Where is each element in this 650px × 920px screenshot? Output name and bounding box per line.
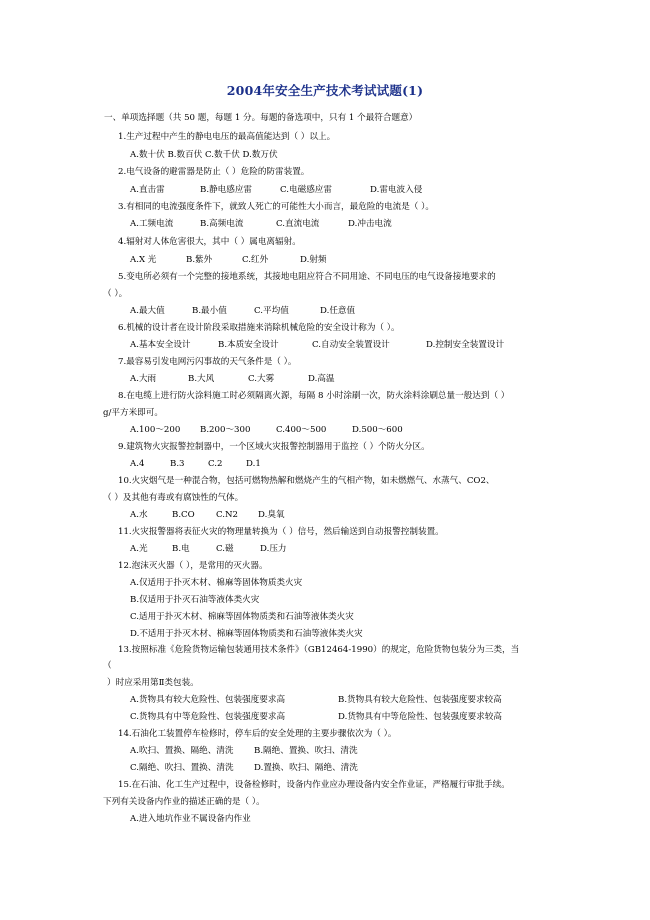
option-b: B.大风 xyxy=(188,374,215,384)
option-d: D.臭氧 xyxy=(258,510,285,520)
option-c: C.直流电流 xyxy=(276,219,320,229)
option-c: C.货物具有中等危险性、包装强度要求高 xyxy=(130,712,286,722)
question-7-stem: 7.最容易引发电网污闪事故的天气条件是（ ）。 xyxy=(118,357,297,367)
question-13-stem: 13.按照标准《危险货物运输包装通用技术条件》（GB12464-1990）的规定，危险货物包装分为三类，当 xyxy=(118,645,520,655)
option-a: A.货物具有较大危险性、包装强度要求高 xyxy=(130,695,286,705)
option-d: D.压力 xyxy=(260,544,287,554)
option-b: B.货物具有较大危险性、包装强度要求较高 xyxy=(338,695,502,705)
option-d: D.雷电波入侵 xyxy=(370,185,423,195)
question-13-stem-cont2: ）时应采用第Ⅱ类包装。 xyxy=(107,678,199,688)
page-title: 2004年安全生产技术考试试题(1) xyxy=(226,83,424,98)
question-1-options: A.数十伏 B.数百伏 C.数千伏 D.数万伏 xyxy=(130,150,278,160)
question-15-option-a: A.进入地坑作业不属设备内作业 xyxy=(130,814,251,824)
option-a: A.光 xyxy=(130,544,148,554)
question-9-stem: 9.建筑物火灾报警控制器中，一个区域火灾报警控制器用于监控（ ）个防火分区。 xyxy=(118,442,430,452)
option-a: A.4 xyxy=(130,459,145,469)
option-b: B.200～300 xyxy=(200,425,251,435)
option-a: A.最大值 xyxy=(130,306,165,316)
option-d: D.高温 xyxy=(308,374,335,384)
option-b: B.高频电流 xyxy=(200,219,244,229)
option-b: B.电 xyxy=(172,544,190,554)
option-d: D.冲击电流 xyxy=(348,219,392,229)
question-12-option-b: B.仅适用于扑灭石油等液体类火灾 xyxy=(130,595,260,605)
option-c: C.磁 xyxy=(216,544,234,554)
question-6-stem: 6.机械的设计者在设计阶段采取措施来消除机械危险的安全设计称为（ ）。 xyxy=(118,323,400,333)
option-a: A.100～200 xyxy=(130,425,181,435)
option-d: D.射频 xyxy=(300,255,327,265)
option-d: D.控制安全装置设计 xyxy=(426,340,505,350)
question-10-stem-cont: （ ）及其他有毒或有腐蚀性的气体。 xyxy=(103,493,244,503)
question-3-stem: 3.有相同的电流强度条件下，就致人死亡的可能性大小而言，最危险的电流是（ ）。 xyxy=(118,202,435,212)
option-c: C.自动安全装置设计 xyxy=(312,340,390,350)
option-a: A.工频电流 xyxy=(130,219,174,229)
option-b: B.隔绝、置换、吹扫、清洗 xyxy=(254,746,358,756)
question-8-stem-cont: g/平方米即可。 xyxy=(103,408,163,418)
question-12-option-d: D.不适用于扑灭木材、棉麻等固体物质类和石油等液体类火灾 xyxy=(130,629,363,639)
option-d: D.货物具有中等危险性、包装强度要求较高 xyxy=(338,712,503,722)
option-c: C.平均值 xyxy=(254,306,289,316)
option-b: B.最小值 xyxy=(192,306,227,316)
question-5-stem: 5.变电所必须有一个完整的接地系统，其接地电阻应符合不同用途、不同电压的电气设备接地要求的 xyxy=(118,272,496,282)
question-12-stem: 12.泡沫灭火器（ ），是常用的灭火器。 xyxy=(118,561,268,571)
option-c: C.大雾 xyxy=(248,374,275,384)
option-c: C.2 xyxy=(208,459,223,469)
option-d: D.1 xyxy=(246,459,261,469)
option-c: C.电磁感应雷 xyxy=(280,185,332,195)
option-a: A.水 xyxy=(130,510,148,520)
option-a: A.吹扫、置换、隔绝、清洗 xyxy=(130,746,234,756)
question-11-stem: 11.火灾报警器将表征火灾的物理量转换为（ ）信号，然后输送到自动报警控制装置。 xyxy=(118,527,444,537)
option-b: B.本质安全设计 xyxy=(218,340,279,350)
question-5-stem-cont: （ ）。 xyxy=(103,289,128,299)
question-12-option-c: C.适用于扑灭木材、棉麻等固体物质类和石油等液体类火灾 xyxy=(130,612,354,622)
option-a: A.X 光 xyxy=(130,255,157,265)
option-d: D.任意值 xyxy=(320,306,356,316)
option-a: A.直击雷 xyxy=(130,185,165,195)
option-a: A.大雨 xyxy=(130,374,157,384)
option-a: A.基本安全设计 xyxy=(130,340,191,350)
option-d: D.置换、吹扫、隔绝、清洗 xyxy=(254,763,358,773)
question-13-stem-cont: （ xyxy=(103,661,112,671)
question-15-stem-cont: 下列有关设备内作业的描述正确的是（ ）。 xyxy=(103,797,265,807)
option-b: B.紫外 xyxy=(186,255,213,265)
section-heading: 一、单项选择题（共 50 题，每题 1 分。每题的备选项中，只有 1 个最符合题意） xyxy=(104,113,418,123)
option-b: B.CO xyxy=(172,510,195,520)
option-b: B.3 xyxy=(170,459,185,469)
question-1-stem: 1.生产过程中产生的静电电压的最高值能达到（ ）以上。 xyxy=(118,132,336,142)
option-c: C.隔绝、吹扫、置换、清洗 xyxy=(130,763,234,773)
option-d: D.500～600 xyxy=(352,425,403,435)
option-b: B.静电感应雷 xyxy=(200,185,253,195)
question-4-stem: 4.辐射对人体危害很大，其中（ ）属电离辐射。 xyxy=(118,237,301,247)
option-c: C.400～500 xyxy=(276,425,327,435)
option-c: C.N2 xyxy=(216,510,238,520)
question-12-option-a: A.仅适用于扑灭木材、棉麻等固体物质类火灾 xyxy=(130,578,303,588)
question-2-stem: 2.电气设备的避雷器是防止（ ）危险的防雷装置。 xyxy=(118,167,310,177)
question-15-stem: 15.在石油、化工生产过程中，设备检修时，设备内作业应办理设备内安全作业证，严格履行审批手续。 xyxy=(118,780,510,790)
question-14-stem: 14.石油化工装置停车检修时，停车后的安全处理的主要步骤依次为（ ）。 xyxy=(118,729,397,739)
question-8-stem: 8.在电缆上进行防火涂料施工时必须隔离火源，每隔 8 小时涂刷一次，防火涂料涂刷总量一般达到（ ） xyxy=(118,391,510,401)
question-10-stem: 10.火灾烟气是一种混合物，包括可燃物热解和燃烧产生的气相产物，如未燃燃气、水蒸气、CO2、 xyxy=(118,476,495,486)
option-c: C.红外 xyxy=(242,255,269,265)
